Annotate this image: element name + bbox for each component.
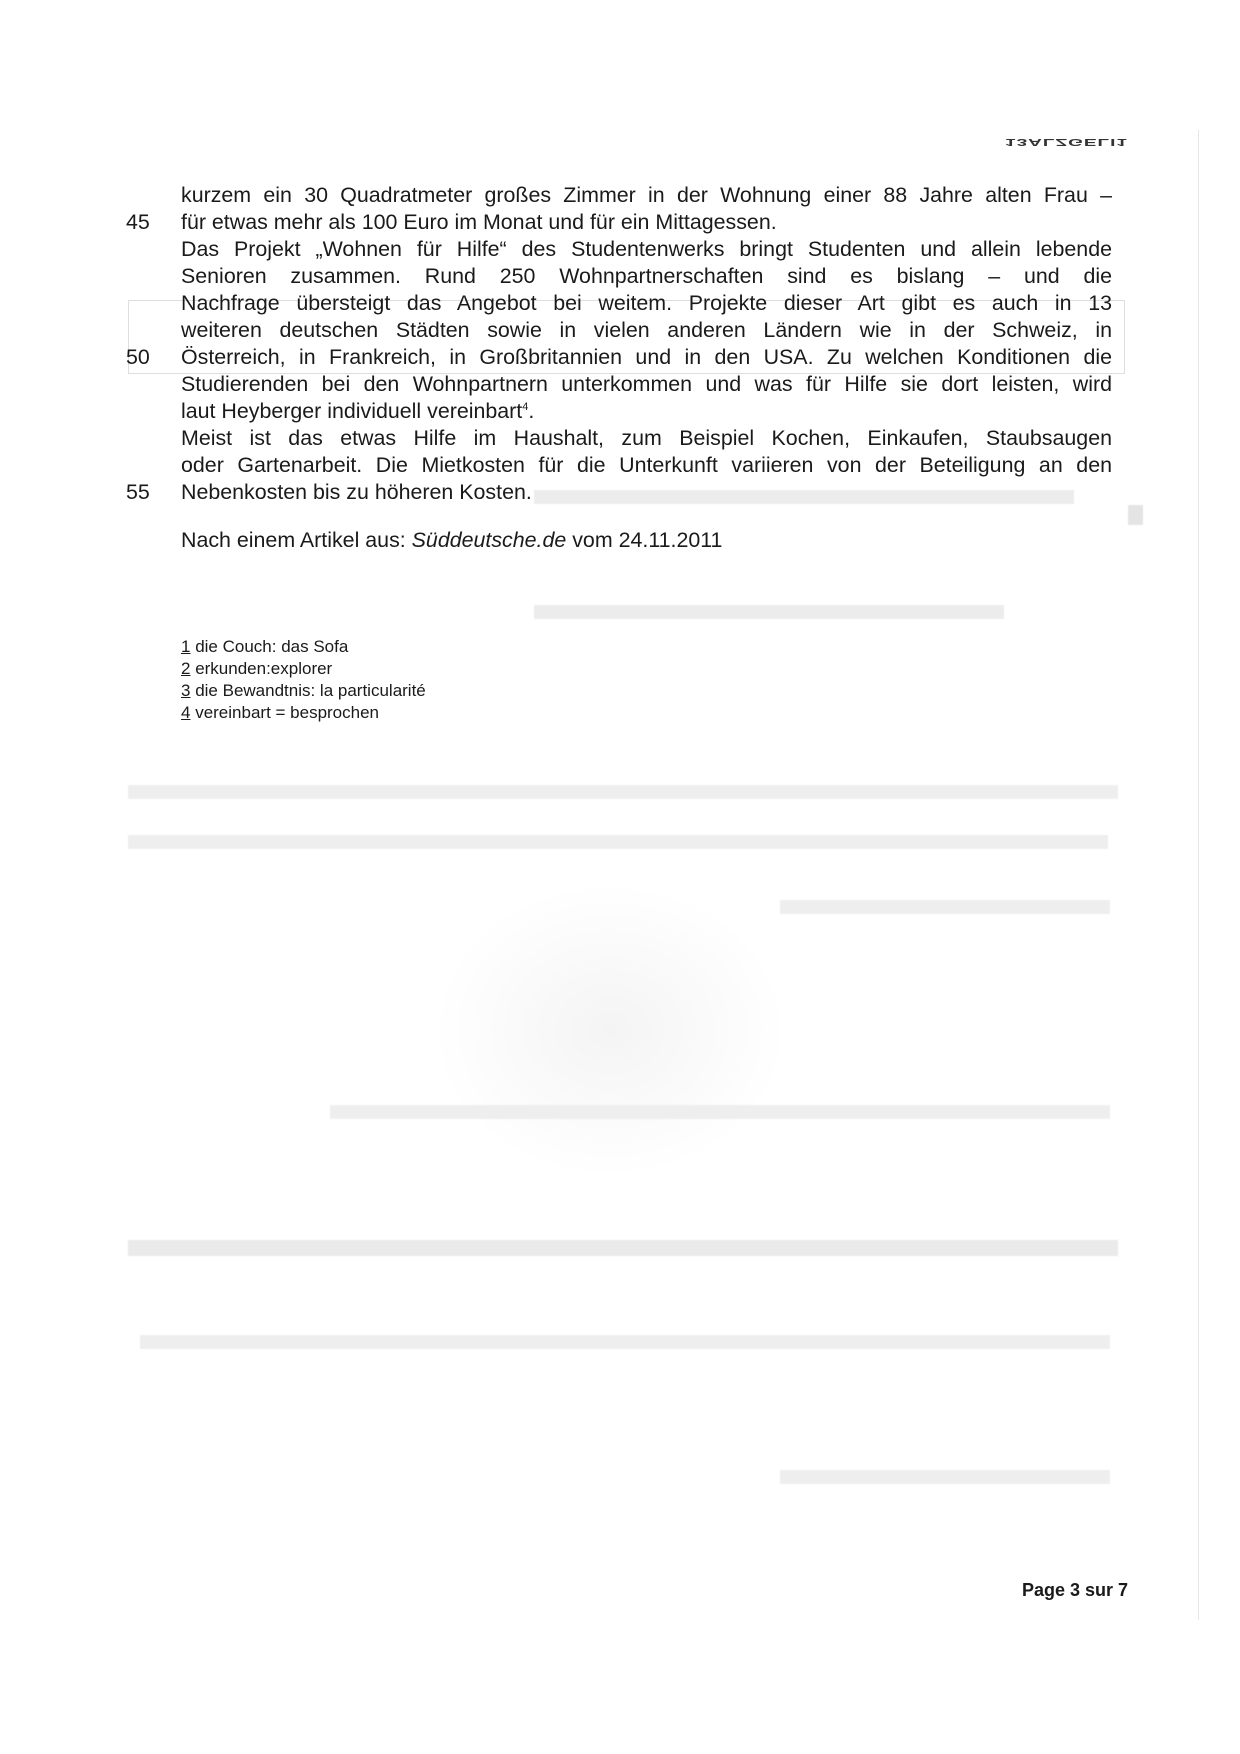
line-text: Meist ist das etwas Hilfe im Haushalt, zum Beispiel Kochen, Einkaufen, Staubsaugen xyxy=(181,426,1112,450)
source-suffix: vom 24.11.2011 xyxy=(566,528,723,552)
line-number: 50 xyxy=(126,345,150,369)
bleed-through-mark xyxy=(140,1335,1110,1349)
bleed-through-mark xyxy=(128,1240,1118,1256)
footnote-item xyxy=(181,702,426,724)
line-text: Nachfrage übersteigt das Angebot bei weitem. Projekte dieser Art gibt es auch in 13 xyxy=(181,291,1112,315)
bleed-through-mark xyxy=(1128,505,1143,525)
text-line xyxy=(181,371,1112,398)
text-line xyxy=(181,398,1112,425)
footnotes xyxy=(181,636,426,724)
footnote-text: vereinbart = besprochen xyxy=(190,703,380,722)
source-citation xyxy=(181,527,722,554)
text-line xyxy=(181,290,1112,317)
footnote-text: die Bewandtnis: la particularité xyxy=(190,681,426,700)
footnote-item xyxy=(181,680,426,702)
bleed-through-mark xyxy=(780,900,1110,914)
line-text: für etwas mehr als 100 Euro im Monat und für ein Mittagessen. xyxy=(181,210,777,234)
bleed-through-mark xyxy=(330,1105,1110,1119)
footnote-number: 4 xyxy=(181,703,191,722)
text-line xyxy=(181,182,1112,209)
text-line xyxy=(126,479,1112,506)
bleed-through-mark xyxy=(128,835,1108,849)
line-number: 45 xyxy=(126,210,150,234)
line-text: oder Gartenarbeit. Die Mietkosten für die Unterkunft variieren von der Beteiligung an den xyxy=(181,453,1112,477)
header-code: 13ALZGELI1 xyxy=(1005,136,1128,148)
text-line xyxy=(181,425,1112,452)
line-text: weiteren deutschen Städten sowie in vielen anderen Ländern wie in der Schweiz, in xyxy=(181,318,1112,342)
text-line xyxy=(181,452,1112,479)
text-line xyxy=(181,236,1112,263)
line-text-suffix: . xyxy=(528,399,535,423)
text-line xyxy=(126,344,1112,371)
line-text: Studierenden bei den Wohnpartnern unterkommen und was für Hilfe sie dort leisten, wird xyxy=(181,372,1112,396)
text-line xyxy=(181,263,1112,290)
bleed-through-mark xyxy=(534,605,1004,619)
footnote-item xyxy=(181,636,426,658)
footnote-reference: 4 xyxy=(522,400,529,413)
line-text: Österreich, in Frankreich, in Großbritannien und in den USA. Zu welchen Konditionen die xyxy=(181,345,1112,369)
text-line xyxy=(181,317,1112,344)
footnote-number: 3 xyxy=(181,681,191,700)
article-text xyxy=(126,182,1112,506)
bleed-through-mark xyxy=(128,785,1118,799)
bleed-through-mark xyxy=(780,1470,1110,1484)
text-line xyxy=(126,209,1112,236)
footnote-number: 2 xyxy=(181,659,191,678)
line-text: Nebenkosten bis zu höheren Kosten. xyxy=(181,480,532,504)
footnote-item xyxy=(181,658,426,680)
line-text: laut Heyberger individuell vereinbart xyxy=(181,399,523,423)
footnote-text: erkunden:explorer xyxy=(190,659,333,678)
source-publication: Süddeutsche.de xyxy=(411,528,567,552)
page-number: Page 3 sur 7 xyxy=(1021,1580,1128,1600)
line-text: Das Projekt „Wohnen für Hilfe“ des Studentenwerks bringt Studenten und allein lebende xyxy=(181,237,1112,261)
line-number: 55 xyxy=(126,480,150,504)
footnote-text: die Couch: das Sofa xyxy=(190,637,349,656)
scan-edge-line xyxy=(1198,130,1199,1620)
source-prefix: Nach einem Artikel aus: xyxy=(181,528,412,552)
line-text: kurzem ein 30 Quadratmeter großes Zimmer in der Wohnung einer 88 Jahre alten Frau – xyxy=(181,183,1112,207)
line-text: Senioren zusammen. Rund 250 Wohnpartnerschaften sind es bislang – und die xyxy=(181,264,1112,288)
scan-shadow xyxy=(430,880,790,1180)
footnote-number: 1 xyxy=(181,637,191,656)
